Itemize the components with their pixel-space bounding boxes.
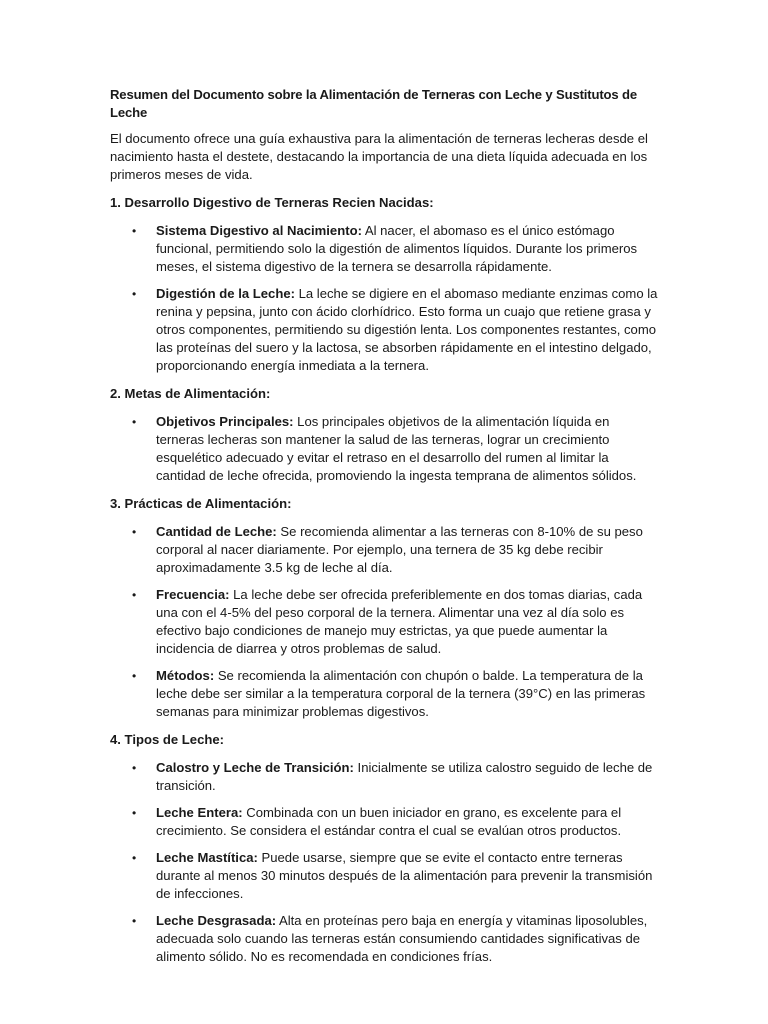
bullet-icon: • <box>132 851 137 865</box>
bullet-icon: • <box>132 669 137 683</box>
section-heading: 4. Tipos de Leche: <box>110 732 224 747</box>
item-term: Leche Mastítica: <box>156 850 258 865</box>
item-text: Combinada con un buen iniciador en grano, es excelente para el crecimiento. Se considera el estándar contra el cual se evalúan otros productos. <box>156 805 622 838</box>
item-text: Inicialmente se utiliza calostro seguido de leche de transición. <box>156 760 653 793</box>
list-item <box>110 849 658 903</box>
item-text: La leche se digiere en el abomaso mediante enzimas como la renina y pepsina, junto con ácido clorhídrico. Esto forma un cuajo que retiene grasa y otros componentes, permitiendo su digestión lenta. Los componentes restantes, como las proteínas del suero y la lactosa, se absorben rápidamente en el intestino delgado, proporcionando energía inmediata a la ternera. <box>156 286 658 373</box>
list-item <box>110 523 658 577</box>
list-item <box>110 667 658 721</box>
item-term: Digestión de la Leche: <box>156 286 295 301</box>
section-heading: 2. Metas de Alimentación: <box>110 386 271 401</box>
list-item <box>110 222 658 276</box>
item-text: Alta en proteínas pero baja en energía y vitaminas liposolubles, adecuada solo cuando las terneras están consumiendo cantidades significativas de alimento sólido. No es recomendada en condiciones frías. <box>156 913 648 964</box>
item-term: Frecuencia: <box>156 587 230 602</box>
bullet-icon: • <box>132 914 137 928</box>
item-term: Métodos: <box>156 668 215 683</box>
item-term: Sistema Digestivo al Nacimiento: <box>156 223 362 238</box>
item-text: La leche debe ser ofrecida preferiblemente en dos tomas diarias, cada una con el 4-5% del peso corporal de la ternera. Alimentar una vez al día solo es efectivo bajo condiciones de manejo muy estrictas, ya que puede aumentar la incidencia de diarrea y otros problemas de salud. <box>156 587 643 656</box>
bullet-list <box>110 759 658 966</box>
item-term: Leche Desgrasada: <box>156 913 277 928</box>
bullet-list <box>110 222 658 375</box>
bullet-icon: • <box>132 806 137 820</box>
list-item <box>110 759 658 795</box>
bullet-icon: • <box>132 287 137 301</box>
intro-paragraph: El documento ofrece una guía exhaustiva para la alimentación de terneras lecheras desde el nacimiento hasta el destete, destacando la importancia de una dieta líquida adecuada en los primeros meses de vida. <box>110 131 648 182</box>
item-term: Leche Entera: <box>156 805 243 820</box>
bullet-icon: • <box>132 588 137 602</box>
document-title: Resumen del Documento sobre la Alimentación de Terneras con Leche y Sustitutos de Leche <box>110 87 638 120</box>
bullet-list <box>110 523 658 721</box>
item-term: Cantidad de Leche: <box>156 524 277 539</box>
bullet-icon: • <box>132 525 137 539</box>
item-term: Calostro y Leche de Transición: <box>156 760 354 775</box>
bullet-list <box>110 413 658 485</box>
item-term: Objetivos Principales: <box>156 414 294 429</box>
item-text: Se recomienda la alimentación con chupón o balde. La temperatura de la leche debe ser similar a la temperatura corporal de la ternera (39°C) en las primeras semanas para minimizar problemas digestivos. <box>156 668 646 719</box>
list-item <box>110 912 658 966</box>
section-heading: 1. Desarrollo Digestivo de Terneras Recien Nacidas: <box>110 195 434 210</box>
item-text: Puede usarse, siempre que se evite el contacto entre terneras durante al menos 30 minutos después de la alimentación para prevenir la transmisión de infecciones. <box>156 850 653 901</box>
list-item <box>110 413 658 485</box>
item-text: Se recomienda alimentar a las terneras con 8-10% de su peso corporal al nacer diariamente. Por ejemplo, una ternera de 35 kg debe recibir aproximadamente 3.5 kg de leche al día. <box>156 524 643 575</box>
item-text: Los principales objetivos de la alimentación líquida en terneras lecheras son mantener la salud de las terneras, lograr un crecimiento esquelético adecuado y evitar el retraso en el desarrollo del rumen al limitar la cantidad de leche ofrecida, promoviendo la ingesta temprana de alimentos sólidos. <box>156 414 637 483</box>
item-text: Al nacer, el abomaso es el único estómago funcional, permitiendo solo la digestión de alimentos líquidos. Durante los primeros meses, el sistema digestivo de la ternera se desarrolla rápidamente. <box>156 223 638 274</box>
bullet-icon: • <box>132 415 137 429</box>
bullet-icon: • <box>132 224 137 238</box>
section-heading: 3. Prácticas de Alimentación: <box>110 496 292 511</box>
bullet-icon: • <box>132 761 137 775</box>
list-item <box>110 285 658 375</box>
list-item <box>110 586 658 658</box>
list-item <box>110 804 658 840</box>
